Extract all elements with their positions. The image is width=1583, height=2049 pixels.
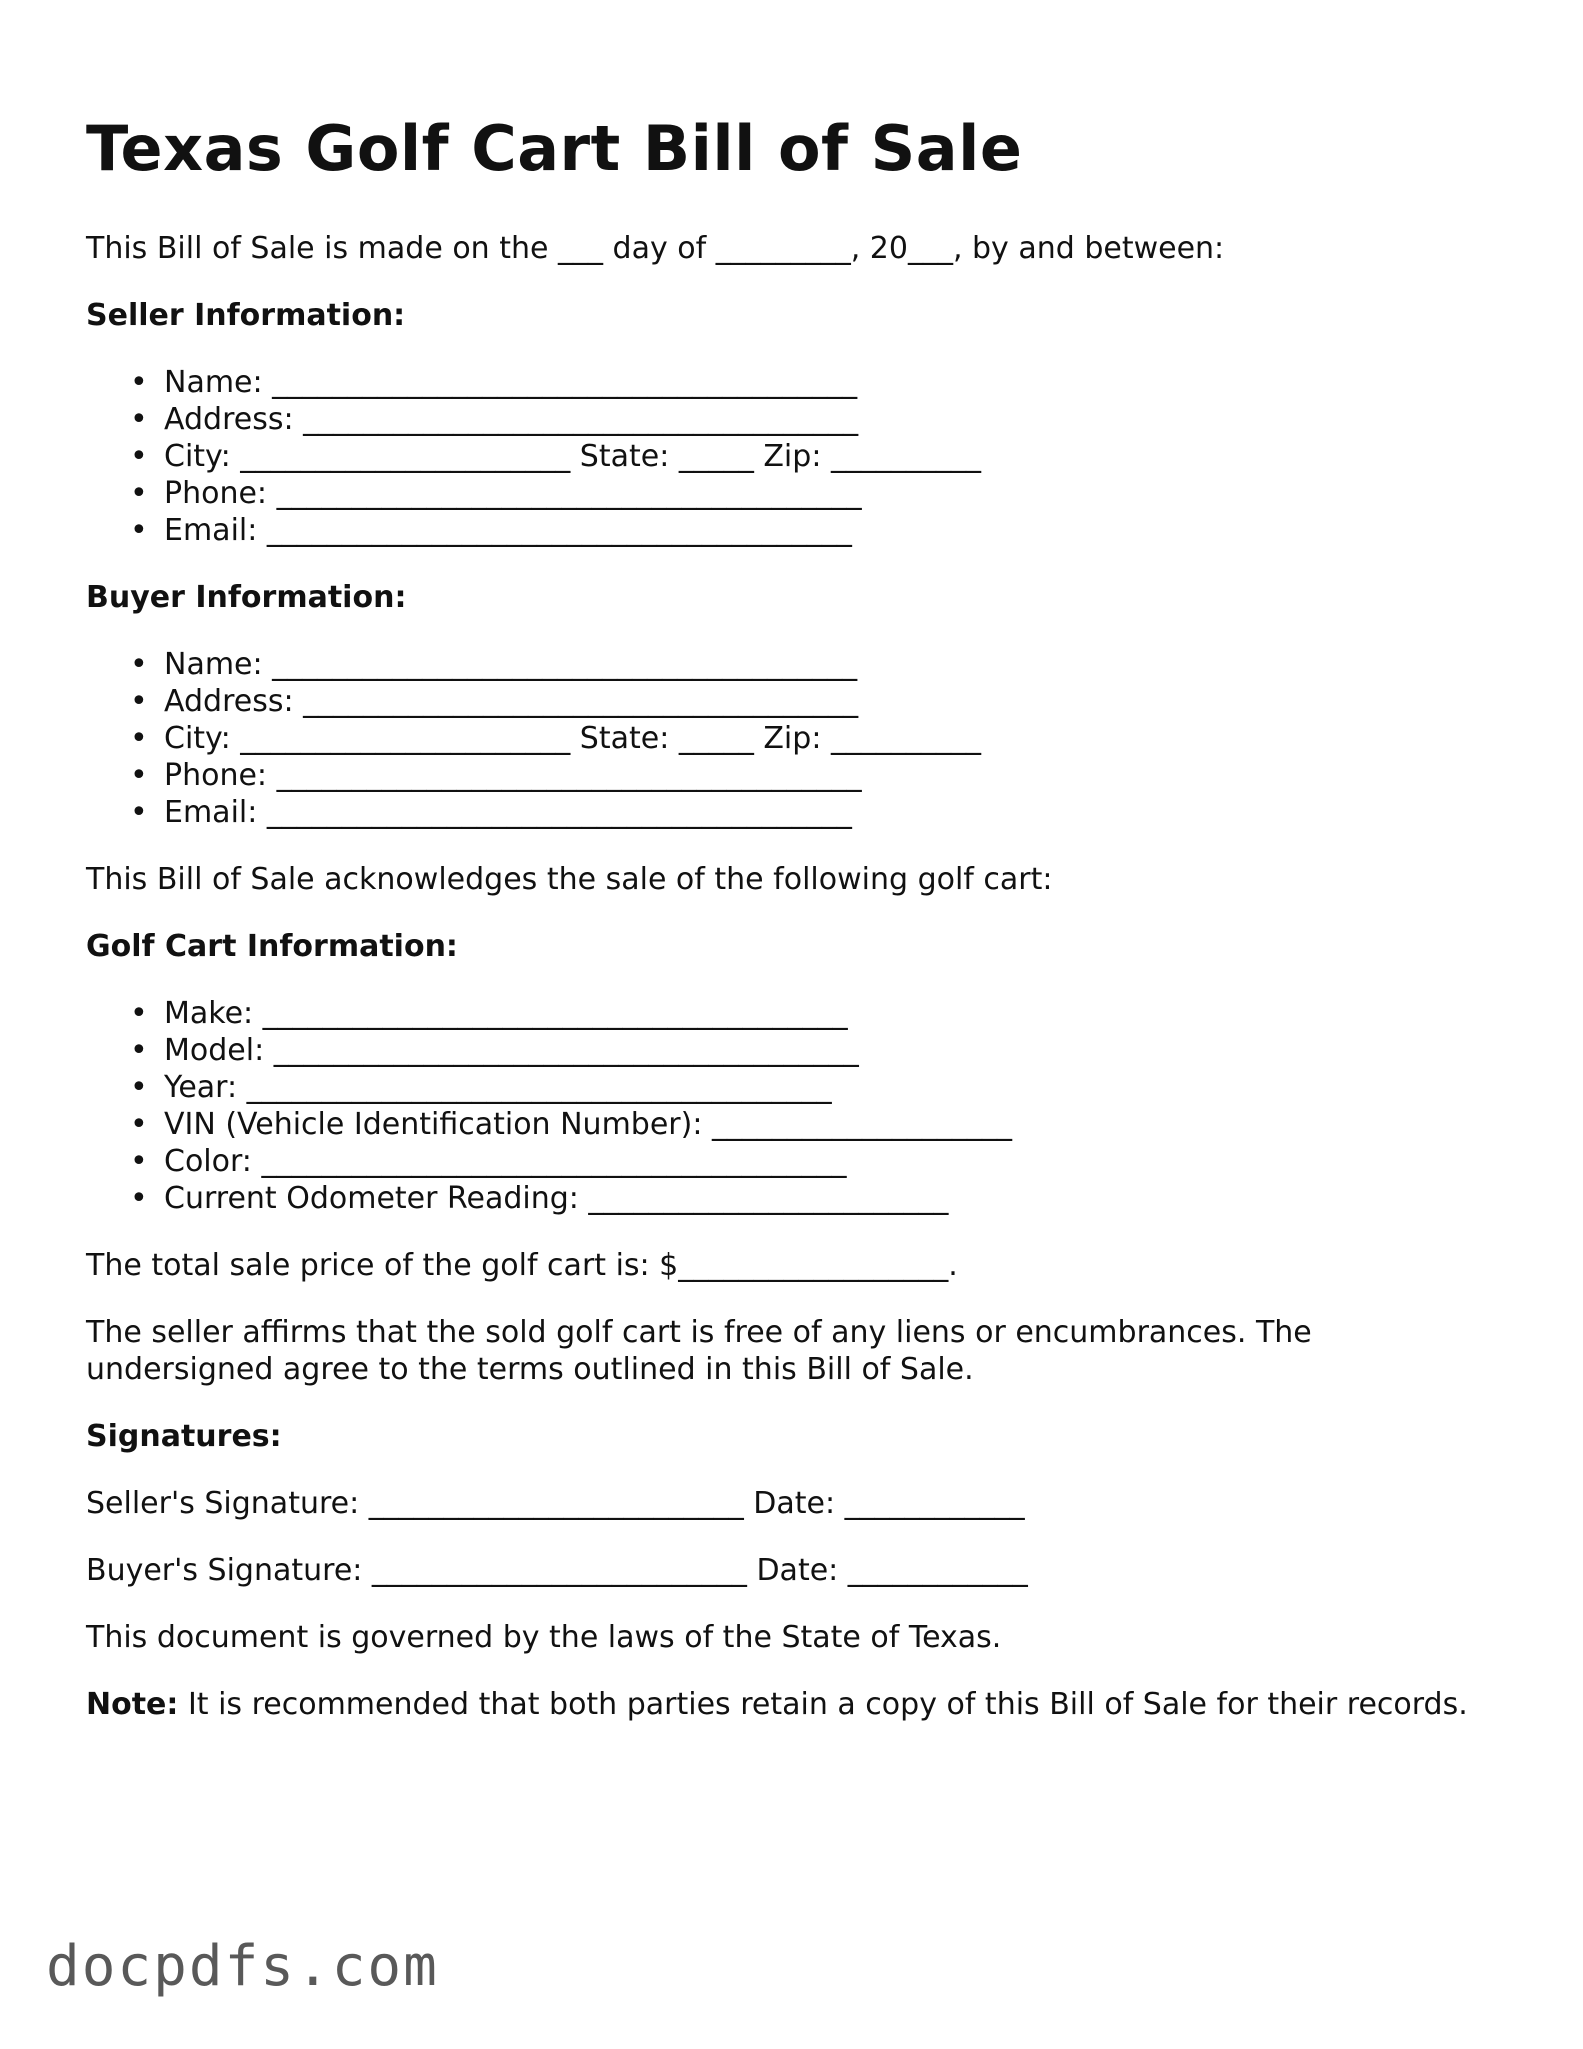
buyer-city-state-zip-field: • City: ______________________ State: _____ Zip: __________ bbox=[164, 720, 1486, 757]
governing-law-paragraph: This document is governed by the laws of the State of Texas. bbox=[86, 1620, 1002, 1655]
document-page bbox=[86, 112, 1486, 1753]
buyer-email-field: • Email: _______________________________________ bbox=[164, 794, 1486, 831]
cart-model-field: • Model: _______________________________________ bbox=[164, 1032, 1486, 1069]
seller-city-state-zip-field: • City: ______________________ State: _____ Zip: __________ bbox=[164, 438, 1486, 475]
document-title: Texas Golf Cart Bill of Sale bbox=[86, 112, 1023, 185]
seller-email-field: • Email: _______________________________________ bbox=[164, 512, 1486, 549]
acknowledgment-paragraph: This Bill of Sale acknowledges the sale of the following golf cart: bbox=[86, 862, 1053, 897]
seller-info-list bbox=[86, 364, 1486, 549]
golf-cart-heading: Golf Cart Information: bbox=[86, 929, 458, 964]
note-label: Note: bbox=[86, 1687, 179, 1722]
note-text: It is recommended that both parties retain a copy of this Bill of Sale for their records. bbox=[178, 1687, 1468, 1722]
seller-name-field: • Name: _______________________________________ bbox=[164, 364, 1486, 401]
cart-odometer-field: • Current Odometer Reading: ________________________ bbox=[164, 1180, 1486, 1217]
cart-make-field: • Make: _______________________________________ bbox=[164, 995, 1486, 1032]
golf-cart-info-list bbox=[86, 995, 1486, 1217]
note-paragraph bbox=[86, 1686, 1486, 1723]
buyer-signature-line: Buyer's Signature: _________________________ Date: ____________ bbox=[86, 1553, 1028, 1588]
signatures-heading: Signatures: bbox=[86, 1419, 282, 1454]
affirmation-paragraph: The seller affirms that the sold golf cart is free of any liens or encumbrances. The undersigned agree to the terms outlined in this Bill of Sale. bbox=[86, 1315, 1322, 1387]
seller-address-field: • Address: _____________________________________ bbox=[164, 401, 1486, 438]
watermark: docpdfs.com bbox=[46, 1934, 439, 1999]
buyer-phone-field: • Phone: _______________________________________ bbox=[164, 757, 1486, 794]
buyer-heading: Buyer Information: bbox=[86, 580, 407, 615]
sale-price-paragraph: The total sale price of the golf cart is: $__________________. bbox=[86, 1248, 958, 1283]
cart-vin-field: • VIN (Vehicle Identification Number): ____________________ bbox=[164, 1106, 1486, 1143]
buyer-address-field: • Address: _____________________________________ bbox=[164, 683, 1486, 720]
seller-phone-field: • Phone: _______________________________________ bbox=[164, 475, 1486, 512]
buyer-info-list bbox=[86, 646, 1486, 831]
seller-signature-line: Seller's Signature: _________________________ Date: ____________ bbox=[86, 1486, 1025, 1521]
intro-paragraph: This Bill of Sale is made on the ___ day of _________, 20___, by and between: bbox=[86, 231, 1225, 266]
buyer-name-field: • Name: _______________________________________ bbox=[164, 646, 1486, 683]
cart-color-field: • Color: _______________________________________ bbox=[164, 1143, 1486, 1180]
cart-year-field: • Year: _______________________________________ bbox=[164, 1069, 1486, 1106]
seller-heading: Seller Information: bbox=[86, 298, 406, 333]
